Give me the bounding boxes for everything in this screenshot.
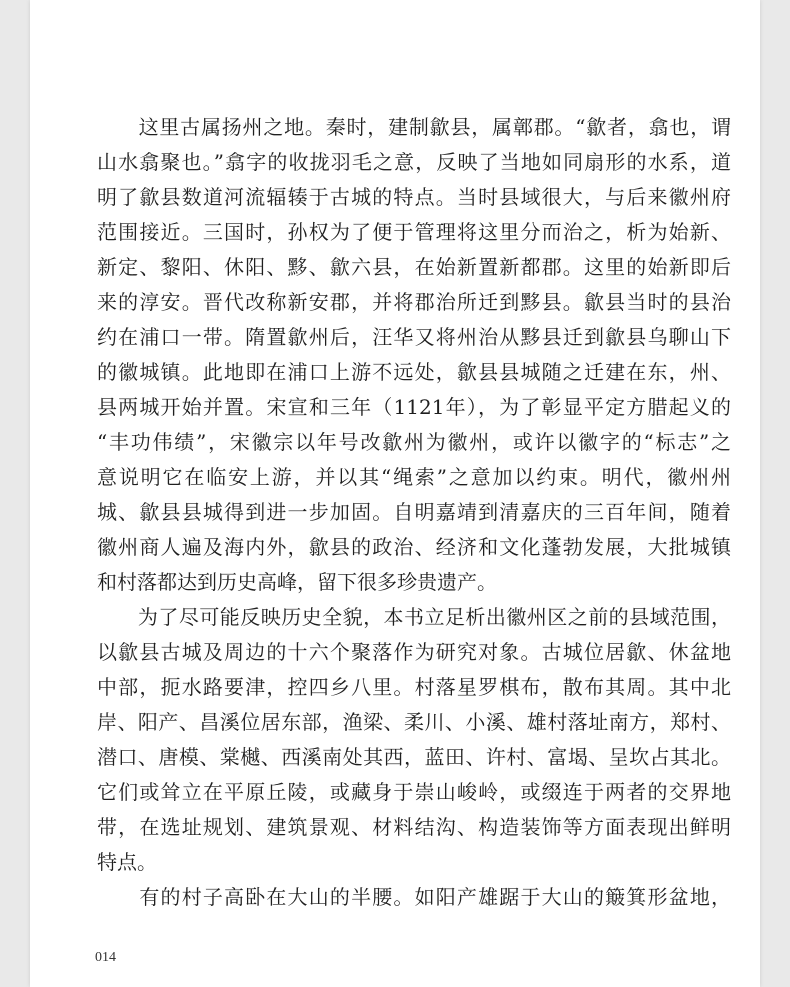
text-line: 县两城开始并置。宋宣和三年（1121年），为了彰显平定方腊起义的	[97, 395, 731, 419]
text-line: 来的淳安。晋代改称新安郡，并将郡治所迁到黟县。歙县当时的县治	[97, 290, 731, 314]
text-line: 它们或耸立在平原丘陵，或藏身于崇山峻岭，或缀连于两者的交界地	[97, 780, 731, 804]
paragraph-1	[97, 110, 731, 600]
text-line: “丰功伟绩”，宋徽宗以年号改歙州为徽州，或许以徽字的“标志”之	[97, 430, 731, 454]
body-text	[97, 110, 731, 915]
text-line: 和村落都达到历史高峰，留下很多珍贵遗产。	[97, 570, 497, 594]
text-line: 中部，扼水路要津，控四乡八里。村落星罗棋布，散布其周。其中北	[97, 675, 731, 699]
page-number: 014	[95, 950, 116, 965]
text-line: 以歙县古城及周边的十六个聚落作为研究对象。古城位居歙、休盆地	[97, 640, 731, 664]
text-line: 为了尽可能反映历史全貌，本书立足析出徽州区之前的县域范围，	[97, 605, 731, 629]
text-line: 山水翕聚也。”翕字的收拢羽毛之意，反映了当地如同扇形的水系，道	[97, 150, 731, 174]
text-line: 范围接近。三国时，孙权为了便于管理将这里分而治之，析为始新、	[97, 220, 731, 244]
text-line: 约在浦口一带。隋置歙州后，汪华又将州治从黟县迁到歙县乌聊山下	[97, 325, 731, 349]
text-line: 这里古属扬州之地。秦时，建制歙县，属鄣郡。“歙者，翕也，谓	[97, 115, 731, 139]
text-line: 明了歙县数道河流辐辏于古城的特点。当时县域很大，与后来徽州府	[97, 185, 731, 209]
paragraph-3	[97, 880, 731, 915]
book-page	[30, 0, 760, 987]
text-line: 带，在选址规划、建筑景观、材料结沟、构造装饰等方面表现出鲜明	[97, 815, 731, 839]
text-line: 潜口、唐模、棠樾、西溪南处其西，蓝田、许村、富堨、呈坎占其北。	[97, 745, 731, 769]
text-line: 意说明它在临安上游，并以其“绳索”之意加以约束。明代，徽州州	[97, 465, 731, 489]
text-line: 城、歙县县城得到进一步加固。自明嘉靖到清嘉庆的三百年间，随着	[97, 500, 731, 524]
text-line: 徽州商人遍及海内外，歙县的政治、经济和文化蓬勃发展，大批城镇	[97, 535, 731, 559]
text-line: 岸、阳产、昌溪位居东部，渔梁、柔川、小溪、雄村落址南方，郑村、	[97, 710, 731, 734]
text-line: 的徽城镇。此地即在浦口上游不远处，歙县县城随之迁建在东，州、	[97, 360, 731, 384]
text-line: 特点。	[97, 850, 157, 874]
text-line: 有的村子高卧在大山的半腰。如阳产雄踞于大山的簸箕形盆地，	[97, 885, 731, 909]
paragraph-2	[97, 600, 731, 880]
text-line: 新定、黎阳、休阳、黟、歙六县，在始新置新都郡。这里的始新即后	[97, 255, 731, 279]
